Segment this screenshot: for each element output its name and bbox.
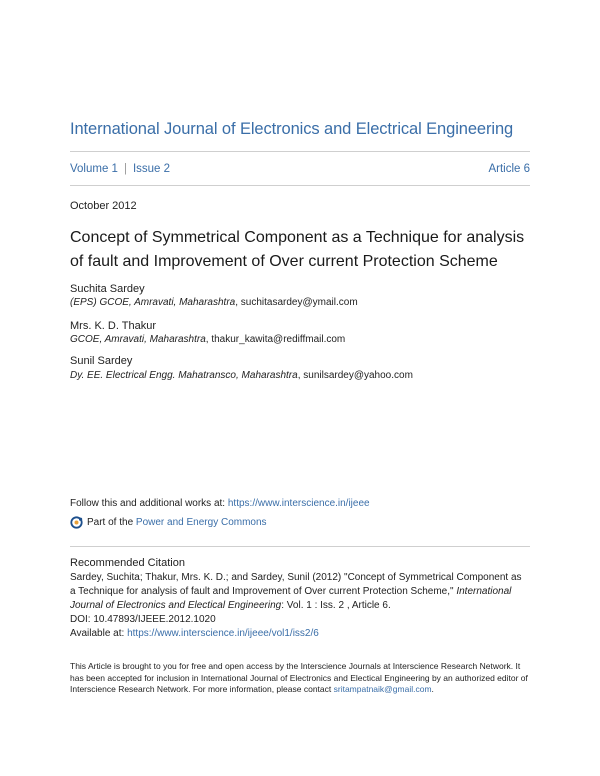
citation-doi: DOI: 10.47893/IJEEE.2012.1020 bbox=[70, 614, 216, 625]
affiliation-text: GCOE, Amravati, Maharashtra bbox=[70, 334, 206, 345]
part-of-prefix: Part of the bbox=[87, 517, 134, 528]
citation-journal: International Journal of Electronics and Electical Engineering bbox=[70, 586, 512, 611]
citation-heading: Recommended Citation bbox=[70, 557, 185, 569]
author-name: Suchita Sardey bbox=[70, 283, 145, 295]
notice-end: . bbox=[431, 684, 434, 694]
commons-network-icon bbox=[70, 516, 83, 529]
divider bbox=[70, 185, 530, 186]
issue-link[interactable]: Issue 2 bbox=[132, 163, 171, 175]
follow-prefix: Follow this and additional works at: bbox=[70, 498, 228, 509]
divider bbox=[70, 546, 530, 547]
citation-volume: : Vol. 1 : Iss. 2 , Article 6. bbox=[281, 600, 391, 611]
part-of-line bbox=[70, 516, 267, 529]
power-energy-commons-link[interactable]: Power and Energy Commons bbox=[135, 517, 267, 528]
author-affiliation: GCOE, Amravati, Maharashtra, thakur_kawita@rediffmail.com bbox=[70, 334, 346, 345]
article-link[interactable]: Article 6 bbox=[488, 163, 530, 175]
contact-email-link[interactable]: sritampatnaik@gmail.com bbox=[333, 684, 432, 694]
volume-link[interactable]: Volume 1 bbox=[70, 163, 118, 175]
journal-title[interactable]: International Journal of Electronics and Electrical Engineering bbox=[70, 120, 514, 138]
author-email: thakur_kawita@rediffmail.com bbox=[211, 334, 346, 345]
affiliation-text: (EPS) GCOE, Amravati, Maharashtra bbox=[70, 297, 236, 308]
separator: | bbox=[123, 163, 127, 175]
divider bbox=[70, 151, 530, 152]
available-url-link[interactable]: https://www.interscience.in/ijeee/vol1/iss2/6 bbox=[127, 628, 319, 639]
follow-url-link[interactable]: https://www.interscience.in/ijeee bbox=[227, 498, 370, 509]
author-name: Sunil Sardey bbox=[70, 355, 133, 367]
affiliation-text: Dy. EE. Electrical Engg. Mahatransco, Maharashtra bbox=[70, 370, 298, 381]
notice-text: This Article is brought to you for free and open access by the Interscience Journals at Interscience Research Network. It has been accepted for inclusion in International Journal of Electronics and Electical Engineering by an authorized editor of Interscience Research Network. For more information, please contact bbox=[70, 661, 528, 694]
author-affiliation: Dy. EE. Electrical Engg. Mahatransco, Maharashtra, sunilsardey@yahoo.com bbox=[70, 370, 413, 381]
available-prefix: Available at: bbox=[70, 628, 128, 639]
follow-line bbox=[70, 498, 370, 509]
author-email: suchitasardey@ymail.com bbox=[240, 297, 358, 308]
publication-date: October 2012 bbox=[70, 200, 137, 212]
paper-title: Concept of Symmetrical Component as a Technique for analysis of fault and Improvement of Over current Protection Scheme bbox=[70, 229, 525, 270]
citation-body bbox=[70, 571, 525, 641]
author-name: Mrs. K. D. Thakur bbox=[70, 320, 156, 332]
author-affiliation: (EPS) GCOE, Amravati, Maharashtra, suchitasardey@ymail.com bbox=[70, 297, 358, 308]
issue-meta-row bbox=[70, 163, 530, 175]
author-email: sunilsardey@yahoo.com bbox=[303, 370, 413, 381]
citation-text: Sardey, Suchita; Thakur, Mrs. K. D.; and Sardey, Sunil (2012) "Concept of Symmetrical Component as a Technique for analysis of fault and Improvement of Over current Protection Scheme," bbox=[70, 572, 522, 597]
access-notice bbox=[70, 661, 530, 696]
